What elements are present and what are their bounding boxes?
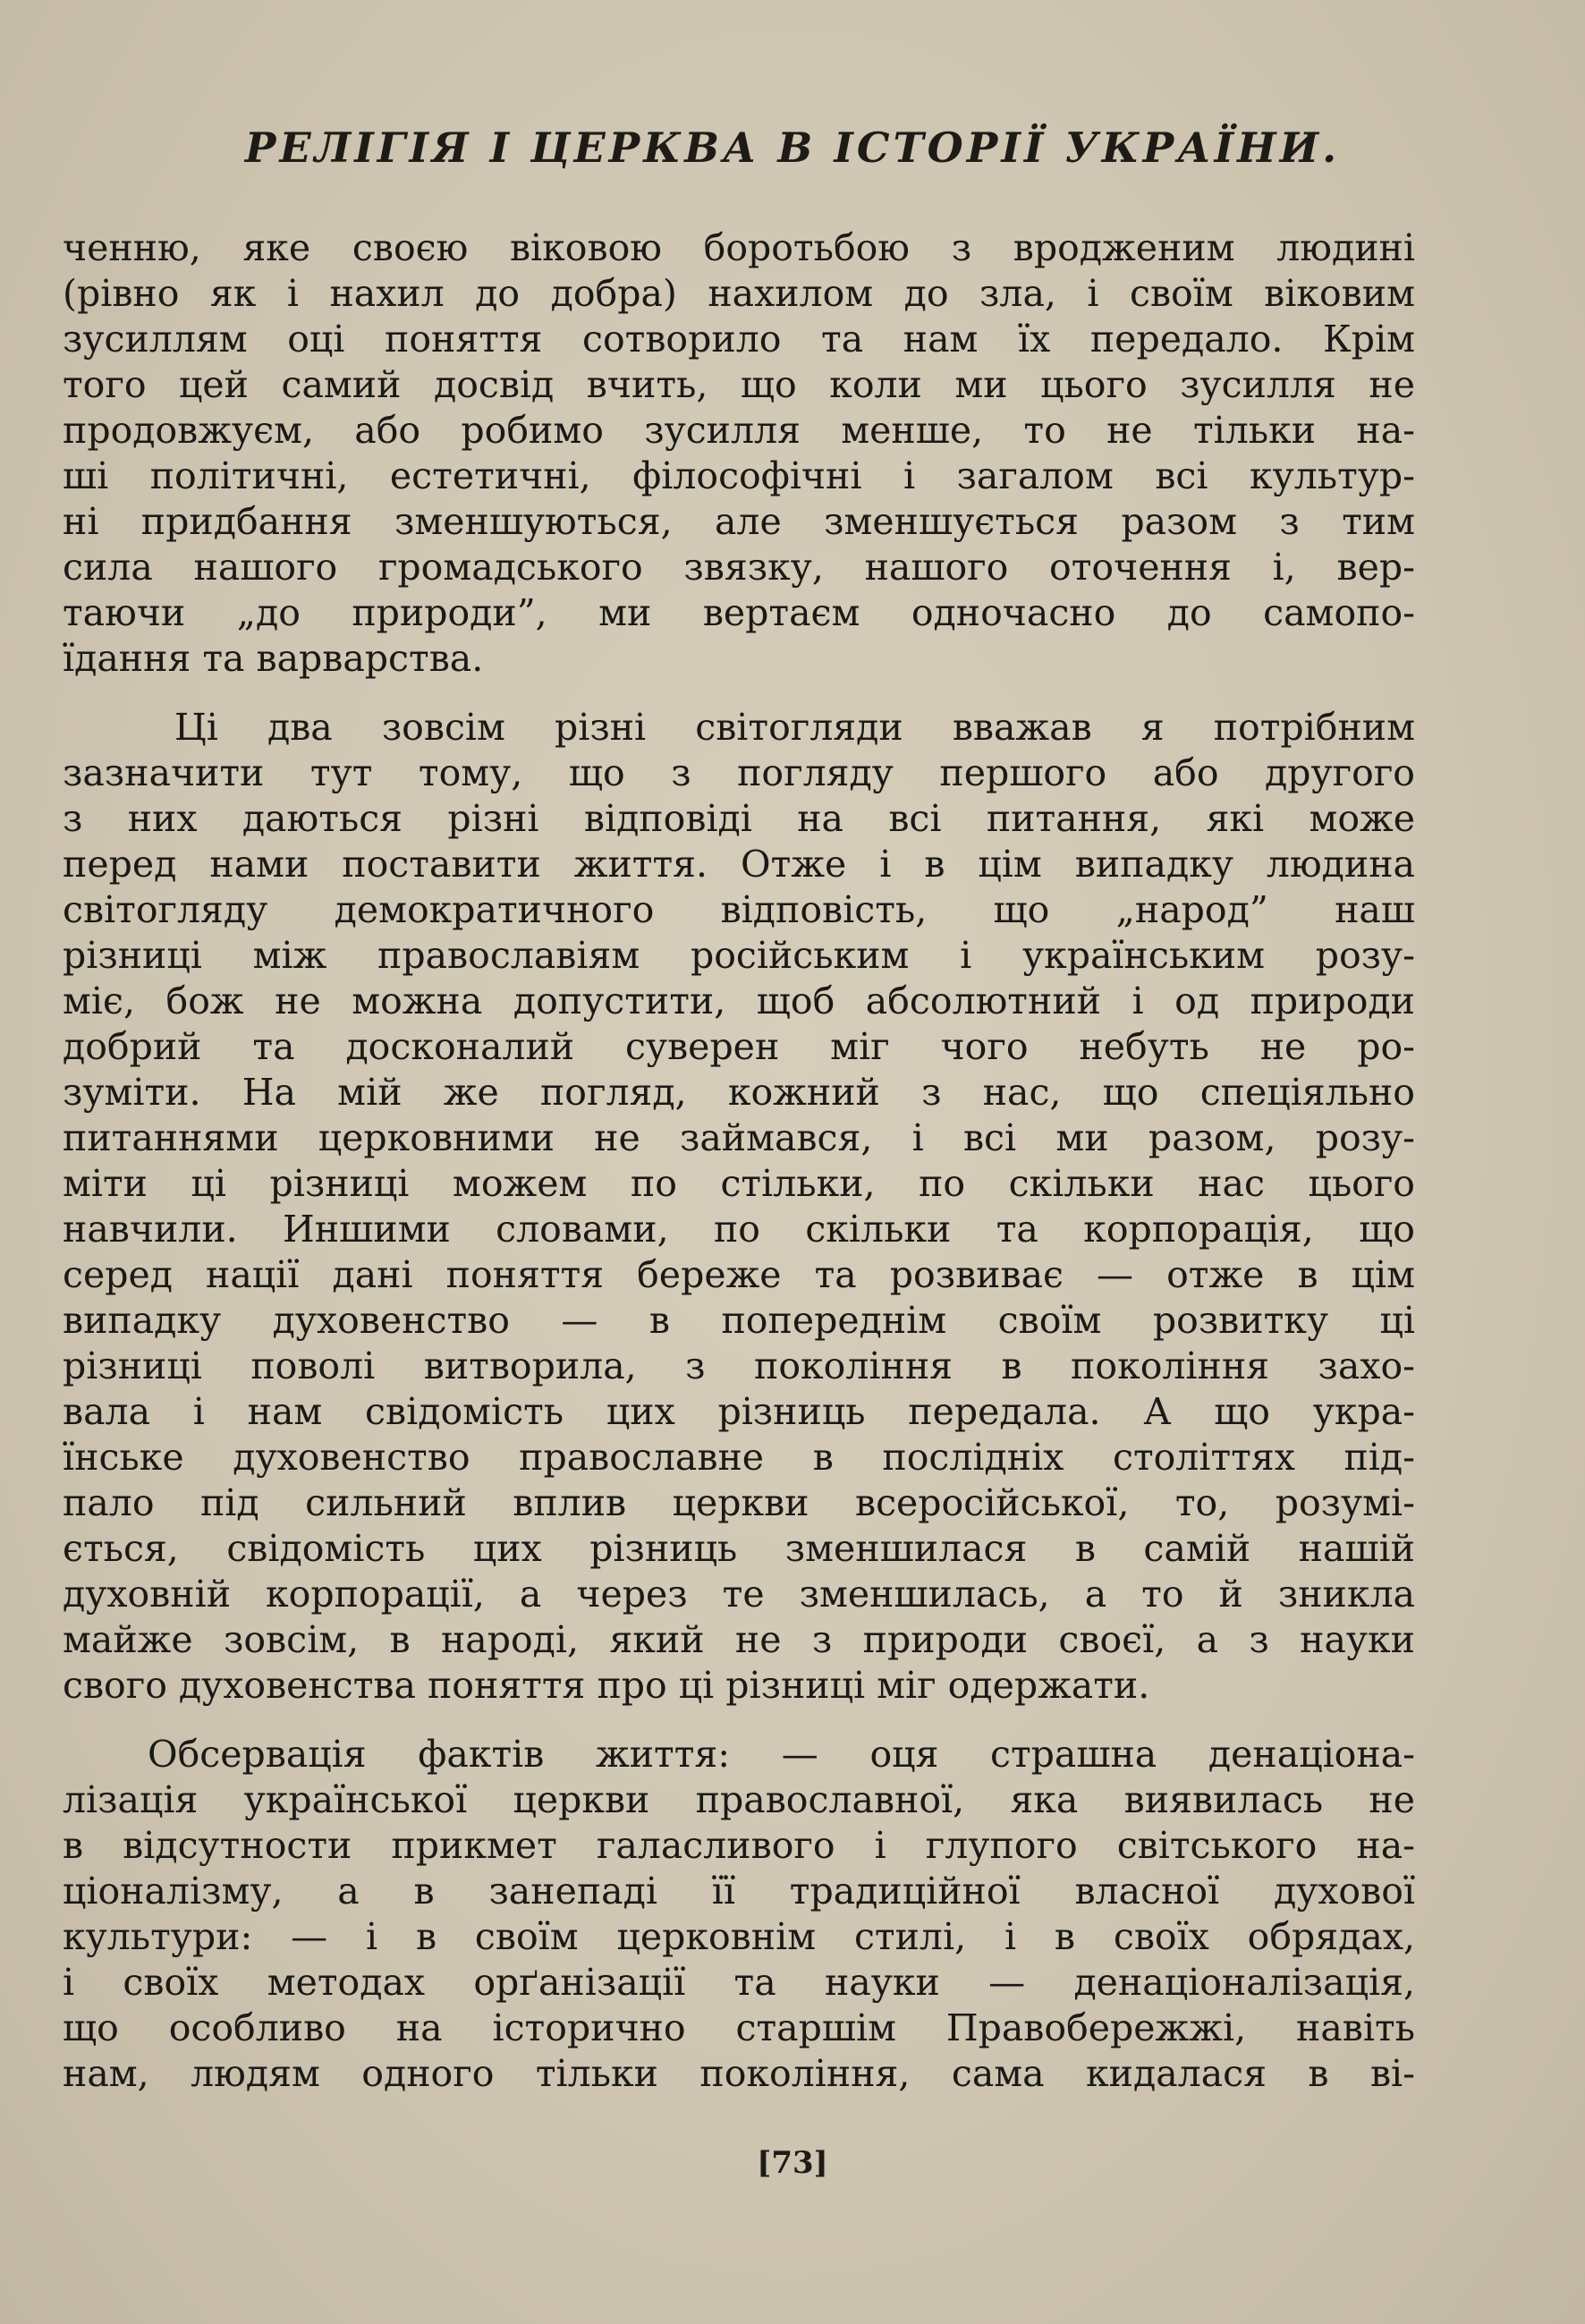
paragraph-gap [63,1709,1415,1732]
text-line: продовжуєм, або робимо зусилля менше, то не тільки на- [63,409,1415,452]
body-text [63,225,1415,2097]
text-line: ші політичні, естетичні, філософічні і загалом всі культур- [63,454,1415,497]
text-line: різниці поволі витворила, з покоління в покоління захо- [63,1344,1415,1387]
text-line: добрий та досконалий суверен міг чого небуть не ро- [63,1025,1415,1068]
text-line: серед нації дані поняття береже та розвиває — отже в цім [63,1253,1415,1296]
text-line: перед нами поставити життя. Отже і в цім випадку людина [63,843,1415,886]
text-line: Ці два зовсім різні світогляди вважав я потрібним [174,706,1415,749]
text-line: з них даються різні відповіді на всі питання, які може [63,797,1415,840]
text-line: ціоналізму, а в занепаді її традиційної власної духової [63,1870,1415,1913]
text-line: питаннями церковними не займався, і всі ми разом, розу- [63,1116,1415,1159]
text-line: духовній корпорації, а через те зменшилась, а то й зникла [63,1573,1415,1616]
text-line: різниці між православіям російським і українським розу- [63,934,1415,977]
text-line: того цей самий досвід вчить, що коли ми цього зусилля не [63,363,1415,406]
text-line: свого духовенства поняття про ці різниці міг одержати. [63,1664,1150,1707]
paragraph-2 [63,705,1415,1709]
text-line: міє, бож не можна допустити, щоб абсолютний і од природи [63,980,1415,1022]
text-line: ні придбання зменшуються, але зменшується разом з тим [63,500,1415,543]
text-line: культури: — і в своїм церковнім стилі, і в своїх обрядах, [63,1915,1415,1958]
text-line: пало під сильний вплив церкви всеросійської, то, розумі- [63,1481,1415,1524]
text-line: ється, свідомість цих різниць зменшилася в самій нашій [63,1527,1415,1570]
text-line: випадку духовенство — в попереднім своїм розвитку ці [63,1299,1415,1342]
paragraph-gap [63,682,1415,705]
running-title: РЕЛІГІЯ І ЦЕРКВА В ІСТОРІЇ УКРАЇНИ. [244,123,1341,172]
text-line: зусиллям оці поняття сотворило та нам їх передало. Крім [63,318,1415,360]
text-line: лізація української церкви православної, яка виявилась не [63,1778,1415,1821]
text-line: сила нашого громадського звязку, нашого оточення і, вер- [63,546,1415,589]
text-line: вала і нам свідомість цих різниць передала. А що укра- [63,1390,1415,1433]
text-line: Обсервація фактів життя: — оця страшна денаціона- [148,1733,1415,1776]
text-line: і своїх методах орґанізації та науки — денаціоналізація, [63,1961,1415,2004]
text-line: їнське духовенство православне в послідніх століттях під- [63,1436,1415,1479]
text-line: світогляду демократичного відповість, що „народ” наш [63,888,1415,931]
paragraph-1 [63,225,1415,682]
text-line: майже зовсім, в народі, який не з природи своєї, а з науки [63,1618,1415,1661]
text-line: таючи „до природи”, ми вертаєм одночасно до самопо- [63,591,1415,634]
text-line: навчили. Иншими словами, по скільки та корпорація, що [63,1208,1415,1251]
page-number: [73] [757,2145,828,2181]
text-line: міти ці різниці можем по стільки, по скільки нас цього [63,1162,1415,1205]
text-line: зазначити тут тому, що з погляду першого або другого [63,751,1415,794]
text-line: їдання та варварства. [63,637,484,680]
text-line: що особливо на історично старшім Правобережжі, навіть [63,2006,1415,2049]
text-line: зуміти. На мій же погляд, кожний з нас, що спеціяльно [63,1071,1415,1114]
text-line: ченню, яке своєю віковою боротьбою з вродженим людині [63,226,1415,269]
text-line: в відсутности прикмет галасливого і глупого світського на- [63,1824,1415,1867]
paragraph-3 [63,1732,1415,2097]
text-line: (рівно як і нахил до добра) нахилом до зла, і своїм віковим [63,272,1415,315]
text-line: нам, людям одного тільки покоління, сама кидалася в ві- [63,2052,1415,2095]
